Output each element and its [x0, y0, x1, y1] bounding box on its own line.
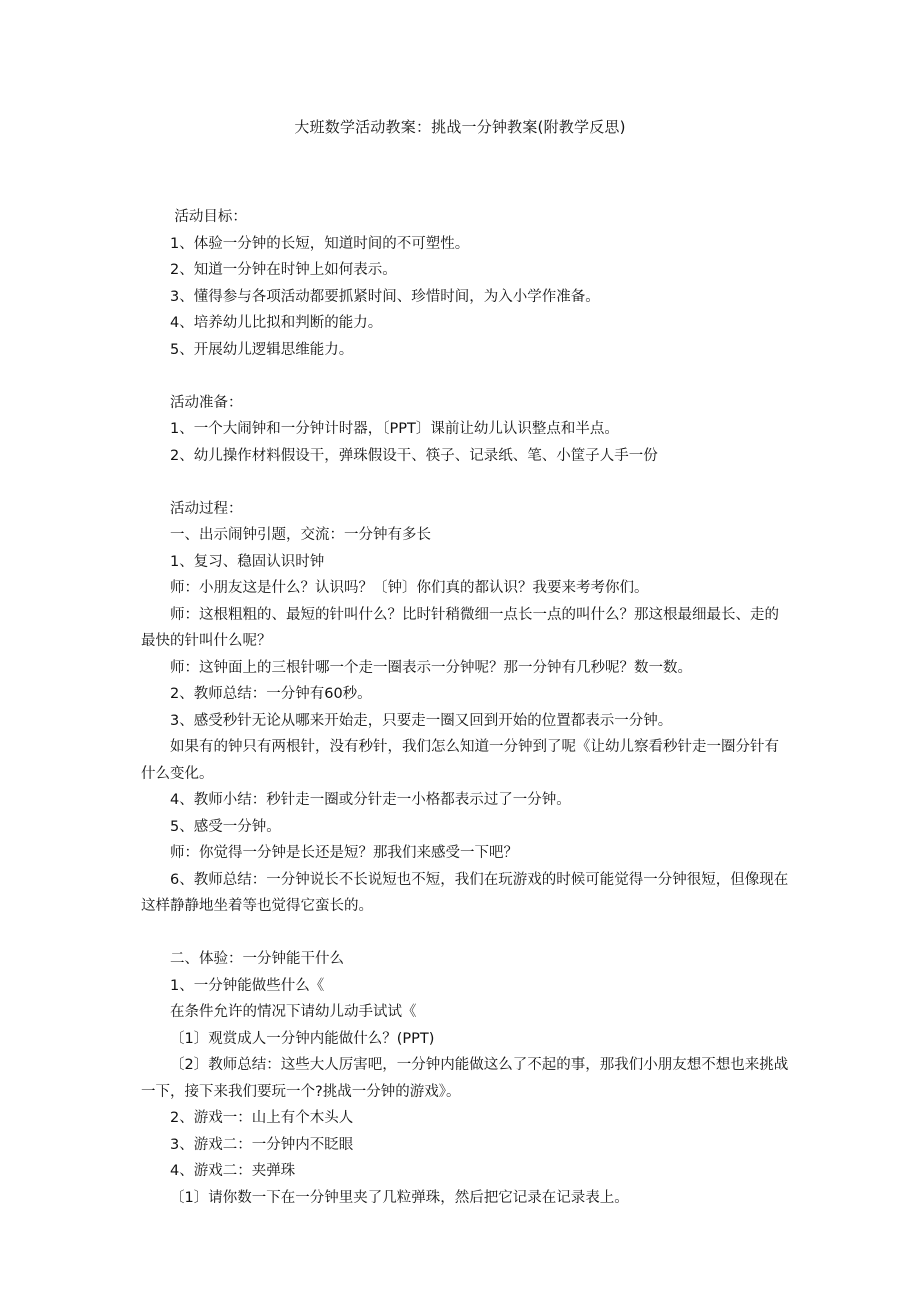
- paragraph: 师：这根粗粗的、最短的针叫什么？比时针稍微细一点长一点的叫什么？那这根最细最长、走的最快的针叫什么呢？: [141, 606, 779, 649]
- paragraph: 在条件允许的情况下请幼儿动手试试《: [170, 1004, 417, 1020]
- paragraph: 4、游戏二：夹弹珠: [170, 1163, 296, 1179]
- heading-goals: 活动目标：: [174, 209, 247, 225]
- heading-preparation: 活动准备：: [170, 394, 243, 411]
- paragraph: 2、教师总结：一分钟有60秒。: [170, 686, 372, 702]
- paragraph: 4、教师小结：秒针走一圈或分针走一小格都表示过了一分钟。: [170, 792, 571, 808]
- paragraph: 〔1〕观赏成人一分钟内能做什么？(PPT): [170, 1030, 435, 1047]
- document-body: [141, 204, 791, 1211]
- paragraph: 〔1〕请你数一下在一分钟里夹了几粒弹珠，然后把它记录在记录表上。: [170, 1189, 629, 1206]
- paragraph: 1、体验一分钟的长短，知道时间的不可塑性。: [170, 235, 470, 252]
- paragraph: 师：这钟面上的三根针哪一个走一圈表示一分钟呢？那一分钟有几秒呢？数一数。: [170, 659, 692, 676]
- paragraph: 3、游戏二：一分钟内不眨眼: [170, 1136, 354, 1153]
- paragraph: 2、游戏一：山上有个木头人: [170, 1110, 354, 1126]
- paragraph: 师：你觉得一分钟是长还是短？那我们来感受一下吧？: [170, 845, 518, 861]
- paragraph: 1、一分钟能做些什么《: [170, 977, 325, 994]
- paragraph: 师：小朋友这是什么？认识吗？〔钟〕你们真的都认识？我要来考考你们。: [170, 580, 649, 596]
- paragraph: 5、感受一分钟。: [170, 818, 281, 835]
- paragraph: 5、开展幼儿逻辑思维能力。: [170, 341, 354, 358]
- paragraph: 1、一个大闹钟和一分钟计时器，〔PPT〕课前让幼儿认识整点和半点。: [170, 421, 619, 437]
- paragraph: 如果有的钟只有两根针，没有秒针，我们怎么知道一分钟到了呢《让幼儿察看秒针走一圈分针有什么变化。: [141, 739, 779, 782]
- paragraph: 2、幼儿操作材料假设干，弹珠假设干、筷子、记录纸、笔、小筐子人手一份: [170, 447, 658, 464]
- blank-line: [141, 920, 791, 947]
- paragraph: 3、懂得参与各项活动都要抓紧时间、珍惜时间，为入小学作准备。: [170, 288, 600, 305]
- paragraph: 2、知道一分钟在时钟上如何表示。: [170, 262, 397, 278]
- heading-process: 活动过程：: [170, 500, 243, 517]
- blank-line: [141, 363, 791, 390]
- blank-line: [141, 469, 791, 496]
- paragraph: 一、出示闹钟引题，交流：一分钟有多长: [170, 527, 431, 543]
- paragraph: 1、复习、稳固认识时钟: [170, 553, 325, 570]
- paragraph: 〔2〕教师总结：这些大人厉害吧，一分钟内能做这么了不起的事，那我们小朋友想不想也来挑战一下，接下来我们要玩一个?挑战一分钟的游戏》。: [141, 1057, 789, 1100]
- paragraph: 3、感受秒针无论从哪来开始走，只要走一圈又回到开始的位置都表示一分钟。: [170, 712, 673, 729]
- paragraph: 6、教师总结：一分钟说长不长说短也不短，我们在玩游戏的时候可能觉得一分钟很短，但像现在这样静静地坐着等也觉得它蛮长的。: [141, 871, 789, 914]
- heading-section-two: 二、体验：一分钟能干什么: [170, 951, 344, 967]
- paragraph: 4、培养幼儿比拟和判断的能力。: [170, 315, 383, 331]
- document-title: 大班数学活动教案：挑战一分钟教案(附教学反思): [294, 118, 626, 136]
